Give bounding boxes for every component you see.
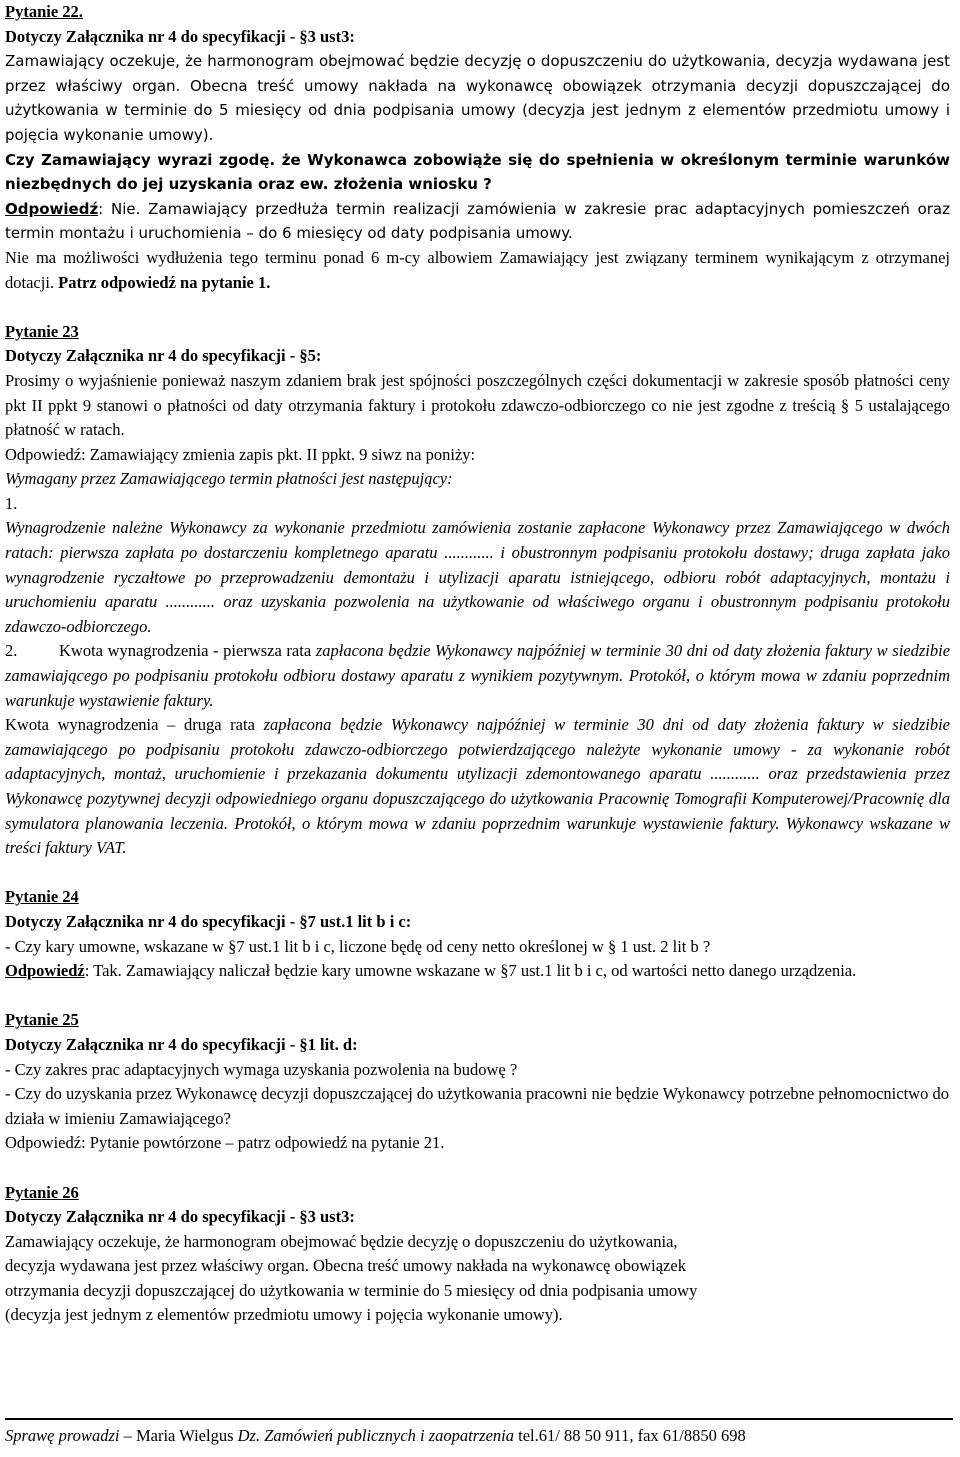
answer-label: Odpowiedź [5, 961, 85, 981]
question-25 [5, 1008, 950, 1156]
question-26-line-2: decyzja wydawana jest przez właściwy organ. Obecna treść umowy nakłada na wykonawcę obowiązek [5, 1256, 686, 1276]
question-23-subject: Dotyczy Załącznika nr 4 do specyfikacji - §5: [5, 346, 322, 366]
question-24 [5, 885, 950, 983]
question-23-answer: Odpowiedź: Zamawiający zmienia zapis pkt. II ppkt. 9 siwz na poniży: [5, 444, 476, 464]
question-23-text: Prosimy o wyjaśnienie ponieważ naszym zdaniem brak jest spójności poszczególnych części dokumentacji w zakresie sposób płatności ceny pkt II ppkt 9 stanowi o płatności od daty otrzymania faktury i protokołu zdawczo-odbiorczego co nie jest zgodne z treścią § 5 ustalającego płatność w ratach. [5, 370, 950, 440]
question-22-answer [5, 197, 950, 246]
question-25-answer: Odpowiedź: Pytanie powtórzone – patrz odpowiedź na pytanie 21. [5, 1133, 445, 1153]
answer-text: : Nie. Zamawiający przedłuża termin realizacji zamówienia w zakresie prac adaptacyjnych pomieszczeń oraz termin montażu i uruchomienia – do 6 miesięcy od daty podpisania umowy. [5, 199, 950, 243]
question-22-question: Czy Zamawiający wyrazi zgodę. że Wykonawca zobowiąże się do spełnienia w określonym terminie warunków niezbędnych do jej uzyskania oraz ew. złożenia wniosku ? [5, 150, 950, 194]
payment-point-3: Kwota wynagrodzenia – druga rata zapłacona będzie Wykonawcy najpóźniej w terminie 30 dni od daty złożenia faktury w siedzibie zamawiającego po podpisaniu protokołu zdawczo-odbiorczego potwierdzającego należyte wykonanie umowy - za wykonanie robót adaptacyjnych, montaż, uruchomienie i przekazania dokumentu utylizacji zdemontowanego aparatu ............ oraz przedstawienia przez Wykonawcę pozytywnej decyzji odpowiedniego organu dopuszczającego do użytkowania Pracownię Tomografii Komputerowej/Pracownię dla symulatora planowania leczenia. Protokół, o którym mowa w zdaniu poprzednim warunkuje wystawienie faktury. Wykonawcy wskazane w treści faktury VAT. [5, 715, 951, 858]
question-24-text: - Czy kary umowne, wskazane w §7 ust.1 lit b i c, liczone będę od ceny netto określonej w § 1 ust. 2 lit b ? [5, 936, 711, 956]
payment-point-2: 2. Kwota wynagrodzenia - pierwsza rata zapłacona będzie Wykonawcy najpóźniej w terminie 30 dni od daty złożenia faktury w siedzibie zamawiającego po podpisaniu protokołu odbioru dostawy aparatu z wynikiem pozytywnym. Protokół, o którym mowa w zdaniu poprzednim warunkuje wystawienie faktury. [5, 641, 951, 710]
question-25-line-1: - Czy zakres prac adaptacyjnych wymaga uzyskania pozwolenia na budowę ? [5, 1059, 518, 1079]
question-24-answer [5, 959, 950, 984]
question-25-title: Pytanie 25 [5, 1010, 79, 1030]
footer-divider [5, 1418, 953, 1420]
answer-text: : Tak. Zamawiający naliczał będzie kary umowne wskazane w §7 ust.1 lit b i c, od wartości netto danego urządzenia. [84, 961, 857, 981]
question-22 [5, 0, 950, 295]
question-23-title: Pytanie 23 [5, 321, 79, 341]
question-24-title: Pytanie 24 [5, 887, 79, 907]
question-26 [5, 1181, 950, 1329]
answer-label: Odpowiedź [5, 199, 99, 218]
answer-reference: Patrz odpowiedź na pytanie 1. [58, 272, 271, 292]
question-26-line-1: Zamawiający oczekuje, że harmonogram obejmować będzie decyzję o dopuszczeniu do użytkowania, [5, 1231, 678, 1251]
footer-dept: Dz. Zamówień publicznych i zaopatrzenia [237, 1426, 515, 1445]
question-25-subject: Dotyczy Załącznika nr 4 do specyfikacji - §1 lit. d: [5, 1034, 358, 1054]
question-22-title: Pytanie 22. [5, 2, 83, 21]
document-page [5, 0, 950, 1328]
question-22-answer-continued: Nie ma możliwości wydłużenia tego terminu ponad 6 m-cy albowiem Zamawiający jest związany terminem wynikającym z otrzymanej dotacji. Patrz odpowiedź na pytanie 1. [5, 247, 950, 292]
page-footer [5, 1424, 950, 1448]
question-23 [5, 320, 950, 861]
question-22-subject: Dotyczy Załącznika nr 4 do specyfikacji - §3 ust3: [5, 26, 355, 46]
footer-name: – Maria Wielgus [123, 1426, 234, 1445]
footer-label: Sprawę prowadzi [5, 1426, 120, 1445]
payment-intro: Wymagany przez Zamawiającego termin płatności jest następujący: [5, 469, 453, 489]
question-24-subject: Dotyczy Załącznika nr 4 do specyfikacji - §7 ust.1 lit b i c: [5, 911, 412, 931]
footer-contact: tel.61/ 88 50 911, fax 61/8850 698 [518, 1426, 746, 1445]
question-25-line-2: - Czy do uzyskania przez Wykonawcę decyzji dopuszczającej do użytkowania pracowni nie będzie Wykonawcy potrzebne pełnomocnictwo do działa w imieniu Zamawiającego? [5, 1084, 949, 1128]
question-26-line-3: otrzymania decyzji dopuszczającej do użytkowania w terminie do 5 miesięcy od dnia podpisania umowy [5, 1280, 698, 1300]
payment-point-1: 1. Wynagrodzenie należne Wykonawcy za wykonanie przedmiotu zamówienia zostanie zapłacone Wykonawcy przez Zamawiającego w dwóch ratach: pierwsza zapłata po dostarczeniu kompletnego aparatu ............ i obustronnym podpisaniu protokołu dostawy; druga zapłata jako wynagrodzenie ryczałtowe po przeprowadzeniu demontażu i utylizacji aparatu istniejącego, odbioru robót adaptacyjnych, montażu i uruchomieniu aparatu ............ oraz uzyskania pozwolenia na użytkowanie od właściwego organu i obustronnym podpisaniu protokołu zdawczo-odbiorczego. [5, 493, 950, 636]
question-26-line-4: (decyzja jest jednym z elementów przedmiotu umowy i pojęcia wykonanie umowy). [5, 1305, 563, 1325]
question-22-text: Zamawiający oczekuje, że harmonogram obejmować będzie decyzję o dopuszczeniu do użytkowania, decyzja wydawana jest przez właściwy organ. Obecna treść umowy nakłada na wykonawcę obowiązek otrzymania decyzji dopuszczającej do użytkowania w terminie do 5 miesięcy od dnia podpisania umowy (decyzja jest jednym z elementów przedmiotu umowy i pojęcia wykonanie umowy). [5, 52, 950, 144]
question-26-title: Pytanie 26 [5, 1182, 79, 1202]
question-26-subject: Dotyczy Załącznika nr 4 do specyfikacji - §3 ust3: [5, 1207, 355, 1227]
